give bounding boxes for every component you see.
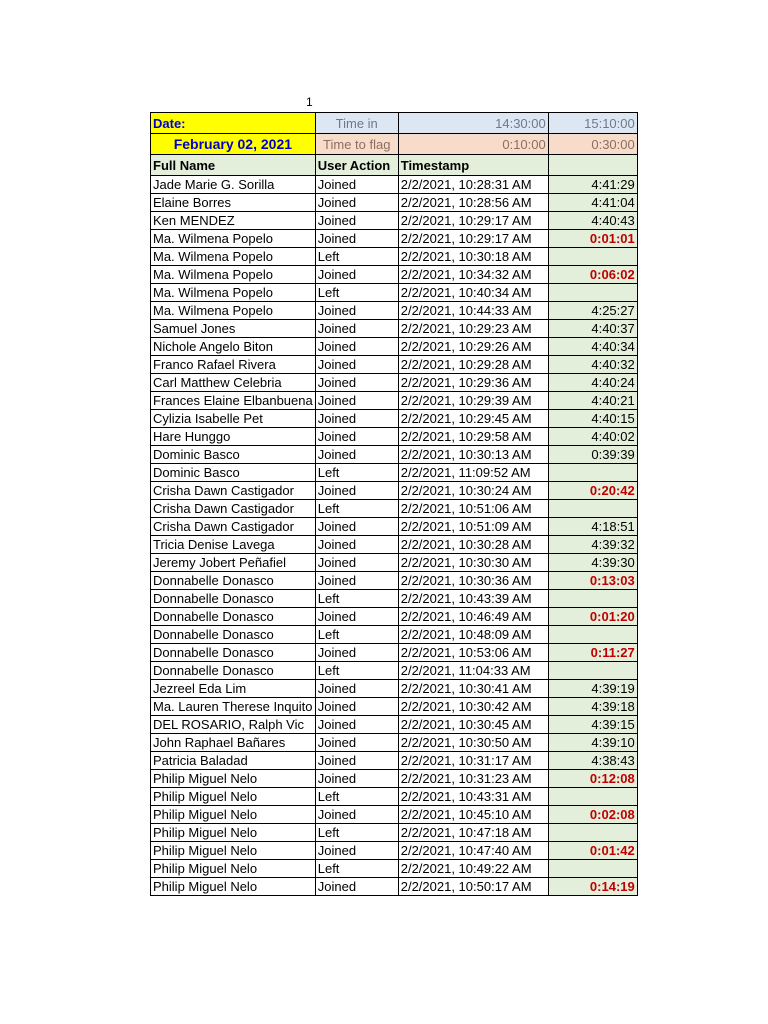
cell-timestamp[interactable]: 2/2/2021, 11:04:33 AM [398, 662, 548, 680]
cell-elapsed[interactable] [548, 860, 637, 878]
cell-full-name[interactable]: Donnabelle Donasco [151, 626, 316, 644]
attendance-sheet [150, 112, 638, 896]
cell-elapsed[interactable]: 0:20:42 [548, 482, 637, 500]
cell-full-name[interactable]: Ma. Wilmena Popelo [151, 284, 316, 302]
cell-timestamp[interactable]: 2/2/2021, 10:48:09 AM [398, 626, 548, 644]
table-row [151, 356, 638, 374]
cell-full-name[interactable]: Tricia Denise Lavega [151, 536, 316, 554]
cell-timestamp[interactable]: 2/2/2021, 10:30:30 AM [398, 554, 548, 572]
cell-user-action[interactable]: Joined [315, 194, 398, 212]
cell-full-name[interactable]: Crisha Dawn Castigador [151, 518, 316, 536]
table-row [151, 662, 638, 680]
cell-user-action[interactable]: Left [315, 248, 398, 266]
cell-elapsed[interactable]: 4:39:15 [548, 716, 637, 734]
cell-elapsed[interactable] [548, 590, 637, 608]
cell-user-action[interactable]: Joined [315, 266, 398, 284]
cell-timestamp[interactable]: 2/2/2021, 10:43:31 AM [398, 788, 548, 806]
cell-timestamp[interactable]: 2/2/2021, 10:34:32 AM [398, 266, 548, 284]
table-row [151, 392, 638, 410]
cell-full-name[interactable]: Ma. Lauren Therese Inquito [151, 698, 316, 716]
cell-user-action[interactable]: Joined [315, 770, 398, 788]
cell-timestamp[interactable]: 2/2/2021, 10:31:17 AM [398, 752, 548, 770]
cell-full-name[interactable]: Ma. Wilmena Popelo [151, 302, 316, 320]
cell-timestamp[interactable]: 2/2/2021, 10:50:17 AM [398, 878, 548, 896]
cell-elapsed[interactable]: 0:01:20 [548, 608, 637, 626]
cell-elapsed[interactable]: 4:39:30 [548, 554, 637, 572]
cell-user-action[interactable]: Joined [315, 230, 398, 248]
table-row [151, 266, 638, 284]
cell-elapsed[interactable] [548, 662, 637, 680]
table-row [151, 176, 638, 194]
cell-full-name[interactable]: Frances Elaine Elbanbuena [151, 392, 316, 410]
cell-elapsed[interactable]: 4:41:04 [548, 194, 637, 212]
cell-timestamp[interactable]: 2/2/2021, 10:29:39 AM [398, 392, 548, 410]
column-header-full-name: Full Name [151, 155, 316, 176]
cell-timestamp[interactable]: 2/2/2021, 10:29:36 AM [398, 374, 548, 392]
cell-timestamp[interactable]: 2/2/2021, 10:30:24 AM [398, 482, 548, 500]
cell-full-name[interactable]: Samuel Jones [151, 320, 316, 338]
cell-full-name[interactable]: Ma. Wilmena Popelo [151, 266, 316, 284]
cell-user-action[interactable]: Joined [315, 482, 398, 500]
table-row [151, 608, 638, 626]
cell-elapsed[interactable]: 4:40:02 [548, 428, 637, 446]
column-header-user-action: User Action [315, 155, 398, 176]
cell-timestamp[interactable]: 2/2/2021, 10:29:23 AM [398, 320, 548, 338]
cell-elapsed[interactable]: 0:11:27 [548, 644, 637, 662]
cell-user-action[interactable]: Joined [315, 878, 398, 896]
cell-timestamp[interactable]: 2/2/2021, 10:29:17 AM [398, 230, 548, 248]
table-row [151, 842, 638, 860]
cell-elapsed[interactable]: 4:39:18 [548, 698, 637, 716]
table-row [151, 680, 638, 698]
cell-elapsed[interactable]: 4:25:27 [548, 302, 637, 320]
cell-user-action[interactable]: Left [315, 500, 398, 518]
cell-user-action[interactable]: Joined [315, 536, 398, 554]
cell-full-name[interactable]: Dominic Basco [151, 464, 316, 482]
cell-elapsed[interactable]: 0:02:08 [548, 806, 637, 824]
cell-full-name[interactable]: Donnabelle Donasco [151, 608, 316, 626]
cell-elapsed[interactable] [548, 248, 637, 266]
cell-full-name[interactable]: Dominic Basco [151, 446, 316, 464]
cell-timestamp[interactable]: 2/2/2021, 10:30:42 AM [398, 698, 548, 716]
cell-timestamp[interactable]: 2/2/2021, 10:30:18 AM [398, 248, 548, 266]
table-row [151, 194, 638, 212]
cell-full-name[interactable]: Jeremy Jobert Peñafiel [151, 554, 316, 572]
table-row [151, 878, 638, 896]
table-row [151, 752, 638, 770]
cell-user-action[interactable]: Joined [315, 572, 398, 590]
cell-full-name[interactable]: Ma. Wilmena Popelo [151, 230, 316, 248]
cell-timestamp[interactable]: 2/2/2021, 10:30:36 AM [398, 572, 548, 590]
cell-full-name[interactable]: Crisha Dawn Castigador [151, 482, 316, 500]
table-row [151, 500, 638, 518]
time-in-start[interactable]: 14:30:00 [398, 113, 548, 134]
cell-full-name[interactable]: Philip Miguel Nelo [151, 842, 316, 860]
cell-user-action[interactable]: Joined [315, 698, 398, 716]
cell-timestamp[interactable]: 2/2/2021, 10:29:28 AM [398, 356, 548, 374]
table-row [151, 212, 638, 230]
cell-timestamp[interactable]: 2/2/2021, 10:30:45 AM [398, 716, 548, 734]
column-header-elapsed [548, 155, 637, 176]
cell-full-name[interactable]: Cylizia Isabelle Pet [151, 410, 316, 428]
table-row [151, 590, 638, 608]
table-row [151, 338, 638, 356]
table-row [151, 320, 638, 338]
cell-user-action[interactable]: Left [315, 626, 398, 644]
cell-user-action[interactable]: Joined [315, 806, 398, 824]
table-row [151, 374, 638, 392]
cell-user-action[interactable]: Joined [315, 734, 398, 752]
cell-full-name[interactable]: John Raphael Bañares [151, 734, 316, 752]
cell-full-name[interactable]: Philip Miguel Nelo [151, 878, 316, 896]
cell-user-action[interactable]: Joined [315, 608, 398, 626]
cell-full-name[interactable]: Donnabelle Donasco [151, 572, 316, 590]
table-row [151, 770, 638, 788]
cell-timestamp[interactable]: 2/2/2021, 10:29:58 AM [398, 428, 548, 446]
table-row [151, 644, 638, 662]
cell-full-name[interactable]: Elaine Borres [151, 194, 316, 212]
cell-elapsed[interactable]: 4:39:10 [548, 734, 637, 752]
table-row [151, 626, 638, 644]
cell-user-action[interactable]: Joined [315, 392, 398, 410]
table-row [151, 716, 638, 734]
cell-user-action[interactable]: Left [315, 788, 398, 806]
cell-timestamp[interactable]: 2/2/2021, 10:29:17 AM [398, 212, 548, 230]
cell-elapsed[interactable]: 4:40:21 [548, 392, 637, 410]
cell-user-action[interactable]: Joined [315, 716, 398, 734]
cell-full-name[interactable]: Philip Miguel Nelo [151, 806, 316, 824]
date-value[interactable]: February 02, 2021 [151, 134, 316, 155]
cell-elapsed[interactable]: 4:40:15 [548, 410, 637, 428]
cell-user-action[interactable]: Joined [315, 644, 398, 662]
cell-full-name[interactable]: Philip Miguel Nelo [151, 860, 316, 878]
cell-full-name[interactable]: Carl Matthew Celebria [151, 374, 316, 392]
cell-elapsed[interactable] [548, 464, 637, 482]
cell-timestamp[interactable]: 2/2/2021, 11:09:52 AM [398, 464, 548, 482]
cell-user-action[interactable]: Joined [315, 356, 398, 374]
cell-elapsed[interactable]: 4:40:43 [548, 212, 637, 230]
cell-full-name[interactable]: Philip Miguel Nelo [151, 824, 316, 842]
cell-user-action[interactable]: Joined [315, 176, 398, 194]
cell-user-action[interactable]: Joined [315, 302, 398, 320]
cell-user-action[interactable]: Joined [315, 842, 398, 860]
cell-user-action[interactable]: Joined [315, 374, 398, 392]
cell-timestamp[interactable]: 2/2/2021, 10:47:40 AM [398, 842, 548, 860]
cell-user-action[interactable]: Joined [315, 518, 398, 536]
cell-timestamp[interactable]: 2/2/2021, 10:28:31 AM [398, 176, 548, 194]
table-row [151, 284, 638, 302]
cell-full-name[interactable]: Jade Marie G. Sorilla [151, 176, 316, 194]
cell-timestamp[interactable]: 2/2/2021, 10:49:22 AM [398, 860, 548, 878]
table-row [151, 410, 638, 428]
cell-timestamp[interactable]: 2/2/2021, 10:29:45 AM [398, 410, 548, 428]
cell-elapsed[interactable] [548, 626, 637, 644]
cell-full-name[interactable]: Patricia Baladad [151, 752, 316, 770]
cell-user-action[interactable]: Joined [315, 446, 398, 464]
cell-elapsed[interactable]: 4:18:51 [548, 518, 637, 536]
cell-elapsed[interactable]: 0:13:03 [548, 572, 637, 590]
cell-elapsed[interactable]: 4:40:34 [548, 338, 637, 356]
cell-user-action[interactable]: Left [315, 662, 398, 680]
cell-full-name[interactable]: Philip Miguel Nelo [151, 788, 316, 806]
time-in-end[interactable]: 15:10:00 [548, 113, 637, 134]
cell-elapsed[interactable] [548, 824, 637, 842]
table-row [151, 446, 638, 464]
cell-full-name[interactable]: Donnabelle Donasco [151, 644, 316, 662]
cell-user-action[interactable]: Joined [315, 410, 398, 428]
cell-user-action[interactable]: Joined [315, 320, 398, 338]
time-in-label: Time in [315, 113, 398, 134]
cell-full-name[interactable]: Franco Rafael Rivera [151, 356, 316, 374]
table-row [151, 248, 638, 266]
cell-user-action[interactable]: Joined [315, 428, 398, 446]
cell-timestamp[interactable]: 2/2/2021, 10:30:13 AM [398, 446, 548, 464]
cell-timestamp[interactable]: 2/2/2021, 10:43:39 AM [398, 590, 548, 608]
time-to-flag-label: Time to flag [315, 134, 398, 155]
cell-timestamp[interactable]: 2/2/2021, 10:40:34 AM [398, 284, 548, 302]
cell-full-name[interactable]: Philip Miguel Nelo [151, 770, 316, 788]
cell-timestamp[interactable]: 2/2/2021, 10:30:28 AM [398, 536, 548, 554]
time-to-flag-b[interactable]: 0:30:00 [548, 134, 637, 155]
table-row [151, 572, 638, 590]
cell-timestamp[interactable]: 2/2/2021, 10:51:06 AM [398, 500, 548, 518]
table-row [151, 536, 638, 554]
cell-full-name[interactable]: Donnabelle Donasco [151, 662, 316, 680]
cell-user-action[interactable]: Joined [315, 338, 398, 356]
time-to-flag-a[interactable]: 0:10:00 [398, 134, 548, 155]
cell-elapsed[interactable]: 0:12:08 [548, 770, 637, 788]
cell-user-action[interactable]: Left [315, 860, 398, 878]
page-number: 1 [306, 95, 313, 109]
column-header-timestamp: Timestamp [398, 155, 548, 176]
cell-timestamp[interactable]: 2/2/2021, 10:29:26 AM [398, 338, 548, 356]
cell-timestamp[interactable]: 2/2/2021, 10:30:41 AM [398, 680, 548, 698]
cell-user-action[interactable]: Left [315, 590, 398, 608]
table-row [151, 518, 638, 536]
cell-elapsed[interactable] [548, 788, 637, 806]
date-label: Date: [151, 113, 316, 134]
cell-timestamp[interactable]: 2/2/2021, 10:44:33 AM [398, 302, 548, 320]
cell-user-action[interactable]: Joined [315, 554, 398, 572]
table-row [151, 554, 638, 572]
table-row [151, 428, 638, 446]
cell-user-action[interactable]: Left [315, 824, 398, 842]
cell-elapsed[interactable]: 0:01:01 [548, 230, 637, 248]
cell-timestamp[interactable]: 2/2/2021, 10:47:18 AM [398, 824, 548, 842]
cell-elapsed[interactable]: 4:39:19 [548, 680, 637, 698]
cell-elapsed[interactable]: 4:38:43 [548, 752, 637, 770]
cell-user-action[interactable]: Joined [315, 680, 398, 698]
cell-full-name[interactable]: Jezreel Eda Lim [151, 680, 316, 698]
table-row [151, 734, 638, 752]
cell-elapsed[interactable]: 0:14:19 [548, 878, 637, 896]
cell-timestamp[interactable]: 2/2/2021, 10:45:10 AM [398, 806, 548, 824]
cell-timestamp[interactable]: 2/2/2021, 10:46:49 AM [398, 608, 548, 626]
table-row [151, 230, 638, 248]
cell-user-action[interactable]: Joined [315, 212, 398, 230]
cell-elapsed[interactable]: 0:06:02 [548, 266, 637, 284]
table-row [151, 302, 638, 320]
cell-user-action[interactable]: Joined [315, 752, 398, 770]
table-row [151, 788, 638, 806]
cell-full-name[interactable]: Nichole Angelo Biton [151, 338, 316, 356]
cell-timestamp[interactable]: 2/2/2021, 10:53:06 AM [398, 644, 548, 662]
cell-elapsed[interactable]: 4:40:32 [548, 356, 637, 374]
cell-elapsed[interactable]: 4:41:29 [548, 176, 637, 194]
cell-elapsed[interactable] [548, 500, 637, 518]
cell-user-action[interactable]: Left [315, 284, 398, 302]
table-row [151, 806, 638, 824]
cell-timestamp[interactable]: 2/2/2021, 10:28:56 AM [398, 194, 548, 212]
cell-elapsed[interactable] [548, 284, 637, 302]
table-row [151, 464, 638, 482]
cell-timestamp[interactable]: 2/2/2021, 10:31:23 AM [398, 770, 548, 788]
table-row [151, 824, 638, 842]
cell-full-name[interactable]: Ma. Wilmena Popelo [151, 248, 316, 266]
cell-full-name[interactable]: Ken MENDEZ [151, 212, 316, 230]
cell-timestamp[interactable]: 2/2/2021, 10:30:50 AM [398, 734, 548, 752]
cell-full-name[interactable]: Crisha Dawn Castigador [151, 500, 316, 518]
cell-elapsed[interactable]: 0:39:39 [548, 446, 637, 464]
table-row [151, 698, 638, 716]
cell-elapsed[interactable]: 4:39:32 [548, 536, 637, 554]
cell-elapsed[interactable]: 0:01:42 [548, 842, 637, 860]
cell-user-action[interactable]: Left [315, 464, 398, 482]
cell-timestamp[interactable]: 2/2/2021, 10:51:09 AM [398, 518, 548, 536]
cell-elapsed[interactable]: 4:40:24 [548, 374, 637, 392]
cell-full-name[interactable]: DEL ROSARIO, Ralph Vic [151, 716, 316, 734]
table-row [151, 860, 638, 878]
cell-full-name[interactable]: Hare Hunggo [151, 428, 316, 446]
table-row [151, 482, 638, 500]
cell-elapsed[interactable]: 4:40:37 [548, 320, 637, 338]
cell-full-name[interactable]: Donnabelle Donasco [151, 590, 316, 608]
